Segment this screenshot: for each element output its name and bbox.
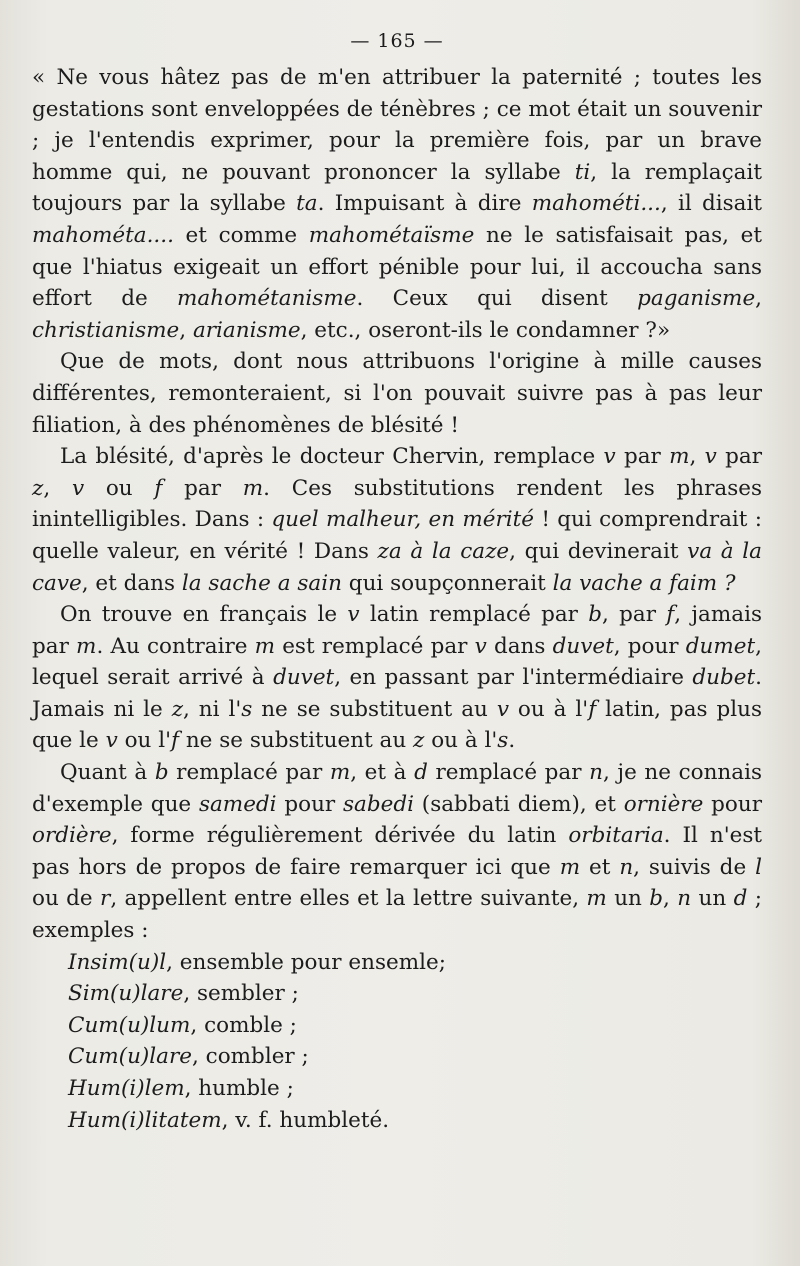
italic-text: paganisme: [637, 286, 756, 312]
text-run: ne se substituent au: [252, 696, 497, 722]
italic-text: m: [254, 633, 276, 659]
text-run: latin remplacé par: [359, 602, 589, 628]
paragraph-quant: [32, 757, 762, 947]
text-run: , et à: [350, 760, 415, 786]
italic-text: m: [76, 633, 97, 659]
italic-text: s: [241, 696, 253, 722]
italic-text: dubet: [692, 665, 756, 691]
italic-text: v: [496, 696, 509, 722]
text-run: , pour: [613, 633, 686, 659]
text-run: ,: [179, 317, 193, 343]
example-line: [32, 1105, 762, 1137]
text-run: « Ne vous hâtez pas de m'en attribuer la paternité ; toutes les gestations sont enveloppées de ténèbres ; ce mot était un souvenir ; je l'entendis exprimer, pour la première fois, par un brave homme qui, ne pouvant prononcer la syllabe: [32, 65, 762, 185]
italic-text: z: [413, 728, 425, 754]
italic-text: v: [71, 475, 85, 501]
example-line: [32, 1041, 762, 1073]
italic-text: ornière: [623, 791, 704, 817]
example-line: [32, 1073, 762, 1105]
example-line: [32, 978, 762, 1010]
text-run: . Il n'est pas hors de propos de faire remarquer ici que: [32, 823, 763, 880]
italic-text: v: [474, 633, 487, 659]
text-run: ou: [84, 475, 155, 501]
text-run: ne se substituent au: [178, 728, 414, 754]
text-run: ou à l': [509, 696, 589, 722]
text-run: pour: [703, 791, 763, 817]
example-french: , ensemble pour ensemle;: [166, 949, 446, 975]
example-french: , combler ;: [192, 1044, 309, 1070]
text-run: , ni l': [183, 696, 242, 722]
text-run: est remplacé par: [275, 633, 475, 659]
text-run: remplacé par: [168, 760, 330, 786]
example-french: , sembler ;: [183, 981, 299, 1007]
text-run: (sabbati diem), et: [414, 791, 624, 817]
text-run: , forme régulièrement dérivée du latin: [111, 823, 569, 849]
text-run: ,: [663, 886, 678, 912]
text-run: un: [606, 886, 650, 912]
italic-text: d: [414, 760, 428, 786]
example-latin: Hum(i)litatem: [68, 1107, 222, 1133]
italic-text: la sache a sain: [181, 570, 342, 596]
text-run: , je ne connais d'exemple que: [32, 760, 762, 817]
paragraph-chervin: [32, 441, 762, 599]
italic-text: b: [154, 760, 169, 786]
italic-text: dumet: [685, 633, 756, 659]
italic-text: d: [733, 886, 748, 912]
text-run: ou de: [32, 886, 101, 912]
text-run: , la remplaçait toujours par la syllabe: [32, 159, 762, 217]
text-run: , en passant par l'intermédiaire: [334, 665, 693, 691]
text-run: latin, pas plus que le: [32, 696, 762, 754]
italic-text: christianisme: [32, 317, 180, 343]
italic-text: l: [755, 854, 762, 880]
example-latin: Sim(u)lare: [68, 981, 184, 1007]
italic-text: za à la caze: [377, 538, 510, 564]
text-run: ,: [689, 444, 705, 470]
text-run: . Impuisant à dire: [317, 191, 532, 217]
italic-text: b: [649, 886, 664, 912]
paragraph-francais: [32, 599, 762, 757]
text-run: ou l': [117, 728, 172, 754]
italic-text: f: [154, 475, 163, 501]
italic-text: m: [242, 475, 264, 501]
italic-text: ordière: [32, 823, 112, 849]
text-run: Que de mots, dont nous attribuons l'origine à mille causes différentes, remonteraient, si l'on pouvait suivre pas à pas leur filiation, à des phénomènes de blésité !: [32, 349, 762, 438]
italic-text: f: [588, 696, 597, 722]
italic-text: va à la cave: [32, 538, 762, 596]
italic-text: z: [32, 475, 44, 501]
italic-text: samedi: [198, 791, 277, 817]
text-run: remplacé par: [427, 760, 590, 786]
text-run: et comme: [173, 222, 309, 248]
text-run: , etc., oseront-ils le condamner ?»: [300, 317, 671, 343]
example-latin: Insim(u)l: [68, 949, 167, 975]
italic-text: duvet: [552, 633, 614, 659]
italic-text: r: [100, 886, 111, 912]
text-run: Quant à: [60, 760, 155, 786]
italic-text: mahométanisme: [177, 286, 357, 312]
italic-text: n: [619, 854, 634, 880]
text-run: et: [580, 854, 620, 880]
text-run: pour: [276, 791, 344, 817]
paragraph-mots: [32, 346, 762, 441]
paragraph-quote: [32, 62, 762, 346]
text-run: . Ceux qui disent: [356, 286, 638, 312]
text-run: , suivis de: [633, 854, 756, 880]
italic-text: v: [347, 602, 360, 628]
example-line: [32, 947, 762, 979]
italic-text: duvet: [273, 665, 335, 691]
text-run: ou à l': [424, 728, 498, 754]
text-run: . Jamais ni le: [32, 665, 763, 722]
example-latin: Cum(u)lare: [68, 1044, 193, 1070]
italic-text: mahométaïsme: [308, 222, 475, 248]
italic-text: b: [588, 602, 602, 628]
text-run: , appellent entre elles et la lettre suivante,: [110, 886, 587, 912]
italic-text: v: [105, 728, 118, 754]
italic-text: arianisme: [192, 317, 301, 343]
example-french: , comble ;: [190, 1012, 297, 1038]
page-body: [32, 62, 762, 1136]
italic-text: n: [589, 760, 603, 786]
italic-text: m: [329, 760, 351, 786]
text-run: ,: [43, 475, 72, 501]
text-run: , il disait: [660, 191, 762, 217]
text-run: ; exemples :: [32, 886, 762, 944]
text-run: , et dans: [81, 570, 182, 596]
italic-text: f: [666, 602, 675, 628]
example-french: , v. f. humbleté.: [221, 1107, 390, 1133]
italic-text: v: [704, 444, 717, 470]
text-run: .: [508, 728, 516, 754]
text-run: , lequel serait arrivé à: [32, 633, 762, 691]
text-run: . Ces substitutions rendent les phrases inintelligibles. Dans :: [32, 475, 763, 533]
text-run: par: [615, 444, 670, 470]
text-run: On trouve en français le: [60, 602, 348, 628]
italic-text: v: [603, 444, 616, 470]
italic-text: n: [677, 886, 692, 912]
text-run: , qui devinerait: [509, 538, 688, 564]
text-run: par: [162, 475, 243, 501]
example-french: , humble ;: [184, 1076, 294, 1101]
text-run: un: [691, 886, 734, 912]
italic-text: mahométa....: [32, 222, 174, 248]
italic-text: m: [559, 854, 581, 880]
text-run: par: [716, 444, 762, 470]
example-latin: Hum(i)lem: [68, 1076, 185, 1101]
italic-text: m: [669, 444, 690, 470]
text-run: . Au contraire: [96, 633, 255, 659]
italic-text: orbitaria: [568, 823, 664, 849]
text-run: La blésité, d'après le docteur Chervin, remplace: [60, 444, 604, 470]
italic-text: m: [586, 886, 607, 912]
italic-text: quel malheur, en mérité: [271, 507, 535, 533]
italic-text: f: [171, 728, 179, 754]
italic-text: ti: [574, 159, 591, 185]
italic-text: sabedi: [343, 791, 414, 817]
examples-list: [32, 947, 762, 1137]
italic-text: la vache a faim ?: [552, 570, 736, 596]
text-run: ! qui comprendrait : quelle valeur, en vérité ! Dans: [32, 507, 762, 564]
text-run: dans: [486, 633, 553, 659]
text-run: , par: [602, 602, 667, 628]
text-run: , jamais par: [32, 602, 762, 659]
page-number: — 165 —: [350, 30, 444, 52]
italic-text: ta: [296, 191, 318, 217]
italic-text: s: [497, 728, 509, 754]
italic-text: z: [171, 696, 184, 722]
text-run: ne le satisfaisait pas, et que l'hiatus exigeait un effort pénible pour lui, il accoucha sans effort de: [32, 222, 762, 312]
example-line: [32, 1010, 762, 1042]
example-latin: Cum(u)lum: [68, 1012, 191, 1038]
text-run: ,: [755, 286, 763, 312]
text-run: qui soupçonnerait: [341, 570, 553, 596]
italic-text: mahométi...: [531, 191, 661, 217]
